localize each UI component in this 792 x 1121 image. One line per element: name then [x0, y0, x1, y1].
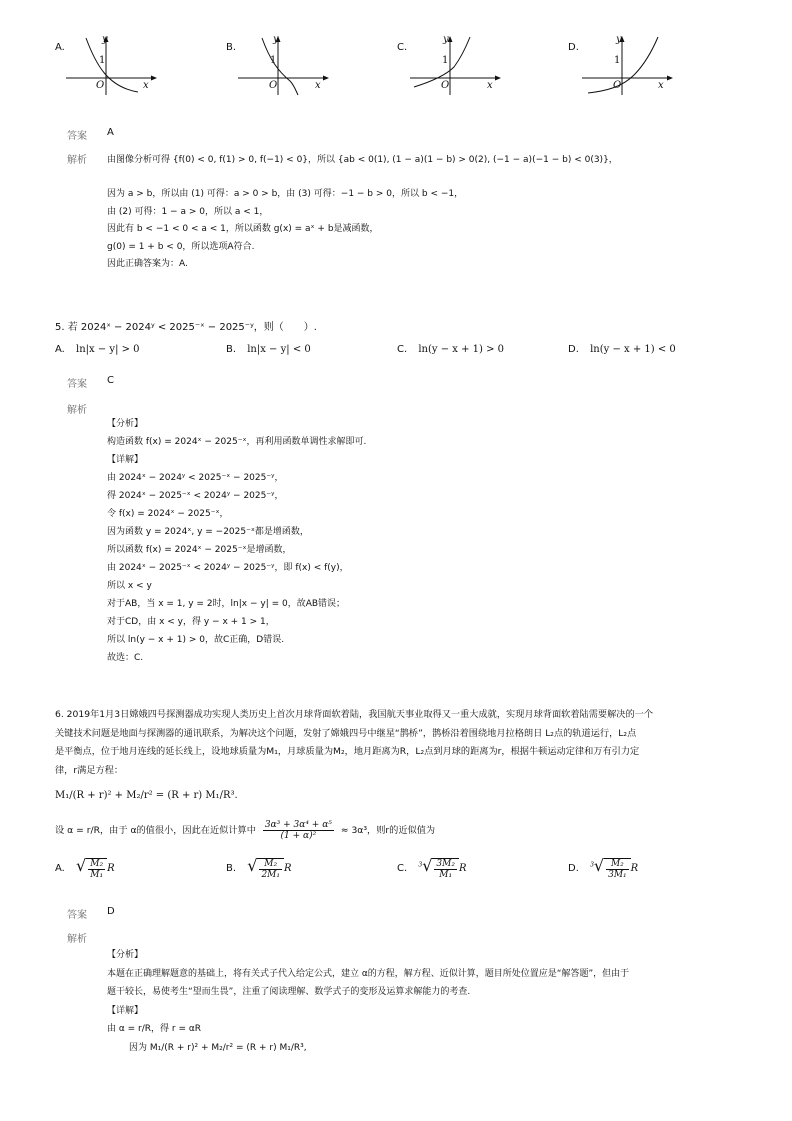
radical-icon: √ [247, 856, 258, 875]
analysis-label: 解析 [67, 155, 87, 166]
fraction-denominator: (1 + α)² [280, 831, 317, 841]
analysis-line: 故选：C. [107, 653, 144, 663]
analysis-line: 因此有 b < −1 < 0 < a < 1，所以函数 g(x) = aˣ + b是减函数， [107, 224, 379, 235]
q6-analysis [107, 946, 629, 1057]
analysis-line: 本题在正确理解题意的基础上，将有关式子代入给定公式，建立 α的方程，解方程、近似计算，题目所处位置应是“解答题”，但由于 [107, 968, 630, 979]
y-axis-label: y [102, 34, 108, 45]
fraction-denominator: M₁ [439, 869, 453, 880]
option-label: C. [397, 42, 408, 53]
q5-analysis [107, 415, 366, 667]
analysis-line: 因为 a > b，所以由 (1) 可得：a > 0 > b，由 (3) 可得：−1 − b > 0，所以 b < −1， [107, 189, 464, 200]
fraction-numerator: 3α³ + 3α⁴ + α⁵ [264, 820, 332, 830]
analysis-line: 由 2024ˣ − 2025⁻ˣ < 2024ʸ − 2025⁻ʸ，即 f(x) < f(y)， [107, 563, 349, 573]
option-tail: R [107, 863, 115, 874]
root-expression [418, 856, 466, 880]
setup-pre: 设 α = r/R，由于 α的值很小，因此在近似计算中 [55, 825, 256, 836]
radical-icon: √ [422, 856, 433, 875]
root-index: 3 [418, 861, 423, 869]
setup-fraction [263, 820, 334, 841]
q5-option-a[interactable] [55, 342, 140, 357]
q5-option-c[interactable] [397, 342, 504, 357]
q6-option-d[interactable] [568, 856, 638, 880]
fraction-denominator: 3M₁ [608, 869, 627, 880]
option-label: C. [397, 344, 408, 355]
option-text: ln(y − x + 1) > 0 [418, 344, 505, 355]
fraction-numerator: 3M₂ [436, 858, 455, 869]
analysis-line: 由图像分析可得 {f(0) < 0, f(1) > 0, f(−1) < 0}，所以 {ab < 0(1), (1 − a)(1 − b) > 0(2), (−1 − a)(−1 − b) < 0(3)}， [107, 155, 618, 165]
analysis-line: 因为函数 y = 2024ˣ, y = −2025⁻ˣ都是增函数， [107, 527, 309, 537]
analysis-line: 所以函数 f(x) = 2024ˣ − 2025⁻ˣ是增函数， [107, 545, 292, 555]
root-expression [590, 856, 638, 880]
option-label: A. [55, 344, 65, 355]
analysis-line: 【分析】 [107, 950, 144, 960]
option-label: D. [568, 863, 579, 874]
option-label: B. [226, 863, 237, 874]
option-text: ln|x − y| < 0 [247, 344, 311, 355]
origin-label: O [613, 80, 622, 91]
option-label: D. [568, 42, 579, 53]
option-tail: R [458, 863, 467, 874]
analysis-line: 题干较长，易使考生“望而生畏”，注重了阅读理解、数学式子的变形及运算求解能力的考查. [107, 987, 471, 997]
analysis-line: 由 α = r/R，得 r = αR [107, 1024, 202, 1034]
option-label: A. [55, 42, 65, 53]
stem-line: 律，r满足方程： [55, 764, 124, 776]
origin-label: O [441, 80, 450, 91]
root-expression [247, 856, 291, 880]
answer-label: 答案 [67, 379, 87, 390]
tick-label: 1 [99, 55, 106, 66]
root-index: 3 [590, 861, 594, 869]
q5-option-b[interactable] [226, 342, 311, 357]
analysis-line: 令 f(x) = 2024ˣ − 2025⁻ˣ， [107, 509, 229, 519]
origin-label: O [96, 80, 105, 91]
stem-line: 6. 2019年1月3日嫦娥四号探测器成功实现人类历史上首次月球背面软着陆，我国航天事业取得又一重大成就，实现月球背面软着陆需要解决的一个 [55, 709, 654, 720]
option-tail: R [284, 863, 292, 874]
analysis-line: 构造函数 f(x) = 2024ˣ − 2025⁻ˣ，再利用函数单调性求解即可. [107, 437, 367, 447]
tick-label: 1 [614, 55, 621, 66]
q6-option-a[interactable] [55, 856, 115, 880]
analysis-line: 【详解】 [107, 455, 144, 465]
analysis-line: 【详解】 [107, 1005, 144, 1016]
option-text: ln(y − x + 1) < 0 [590, 344, 676, 355]
analysis-line: 得 2024ˣ − 2025⁻ˣ < 2024ʸ − 2025⁻ʸ， [107, 491, 284, 501]
stem-line: 是平衡点，位于地月连线的延长线上，设地球质量为M₁，月球质量为M₂，地月距离为R，L₂点到月球的距离为r，根据牛顿运动定律和万有引力定 [55, 746, 640, 757]
y-axis-label: y [616, 34, 622, 45]
fraction-numerator: M₂ [90, 858, 104, 869]
answer-value: C [107, 375, 114, 386]
stem-line: 关键技术问题是地面与探测器的通讯联系，为解决这个问题，发射了嫦娥四号中继星“鹊桥”，鹊桥沿着围绕地月拉格朗日 L₂点的轨道运行，L₂点 [55, 727, 637, 739]
root-expression [76, 856, 115, 880]
x-axis-label: x [315, 80, 321, 91]
analysis-line: 因此正确答案为：A. [107, 259, 188, 270]
analysis-line: g(0) = 1 + b < 0，所以选项A符合. [107, 241, 255, 252]
tick-label: 1 [270, 55, 277, 66]
q5-stem: 5. 若 2024ˣ − 2024ʸ < 2025⁻ˣ − 2025⁻ʸ，则（ ）. [55, 322, 317, 333]
origin-label: O [269, 80, 278, 91]
setup-post: ≈ 3α³，则r的近似值为 [340, 825, 436, 836]
x-axis-label: x [658, 80, 664, 91]
x-axis-label: x [143, 80, 149, 91]
fraction-denominator: M₁ [90, 869, 104, 880]
tick-label: 1 [442, 55, 449, 66]
q6-option-c[interactable] [397, 856, 466, 880]
radical-icon: √ [76, 856, 87, 875]
fraction-denominator: 2M₁ [261, 869, 280, 880]
analysis-label: 解析 [67, 934, 87, 945]
analysis-line: 由 2024ˣ − 2024ʸ < 2025⁻ˣ − 2025⁻ʸ， [107, 473, 284, 483]
answer-value: A [107, 127, 114, 138]
option-text: ln|x − y| > 0 [76, 344, 140, 355]
answer-value: D [107, 906, 115, 917]
y-axis-label: y [443, 34, 449, 45]
q5-option-d[interactable] [568, 342, 676, 357]
y-axis-label: y [273, 34, 279, 45]
analysis-line: 对于CD，由 x < y，得 y − x + 1 > 1， [107, 617, 275, 627]
answer-label: 答案 [67, 131, 87, 142]
answer-label: 答案 [67, 910, 87, 921]
x-axis-label: x [487, 80, 493, 91]
analysis-line: 所以 ln(y − x + 1) > 0，故C正确，D错误. [107, 635, 285, 645]
analysis-line: 因为 M₁/(R + r)² + M₂/r² = (R + r) M₁/R³, [129, 1042, 307, 1053]
fraction-numerator: M₂ [259, 859, 282, 870]
option-label: C. [397, 863, 408, 874]
option-label: B. [226, 344, 237, 355]
analysis-line: 对于AB，当 x = 1, y = 2时，ln|x − y| = 0，故AB错误； [107, 599, 346, 609]
analysis-line: 【分析】 [107, 419, 144, 429]
option-label: B. [226, 42, 237, 53]
q6-stem [55, 706, 653, 780]
q4-analysis [107, 152, 618, 273]
radical-icon: √ [593, 856, 605, 875]
option-label: D. [568, 344, 579, 355]
analysis-line: 由 (2) 可得：1 − a > 0，所以 a < 1， [107, 206, 269, 217]
analysis-line: 所以 x < y [107, 581, 152, 591]
main-equation: M₁/(R + r)² + M₂/r² = (R + r) M₁/R³. [55, 790, 238, 801]
option-label: A. [55, 863, 65, 874]
setup-line [55, 820, 435, 841]
q6-option-b[interactable] [226, 856, 292, 880]
fraction-numerator: M₂ [606, 859, 629, 870]
option-tail: R [630, 863, 639, 874]
analysis-label: 解析 [67, 405, 87, 416]
